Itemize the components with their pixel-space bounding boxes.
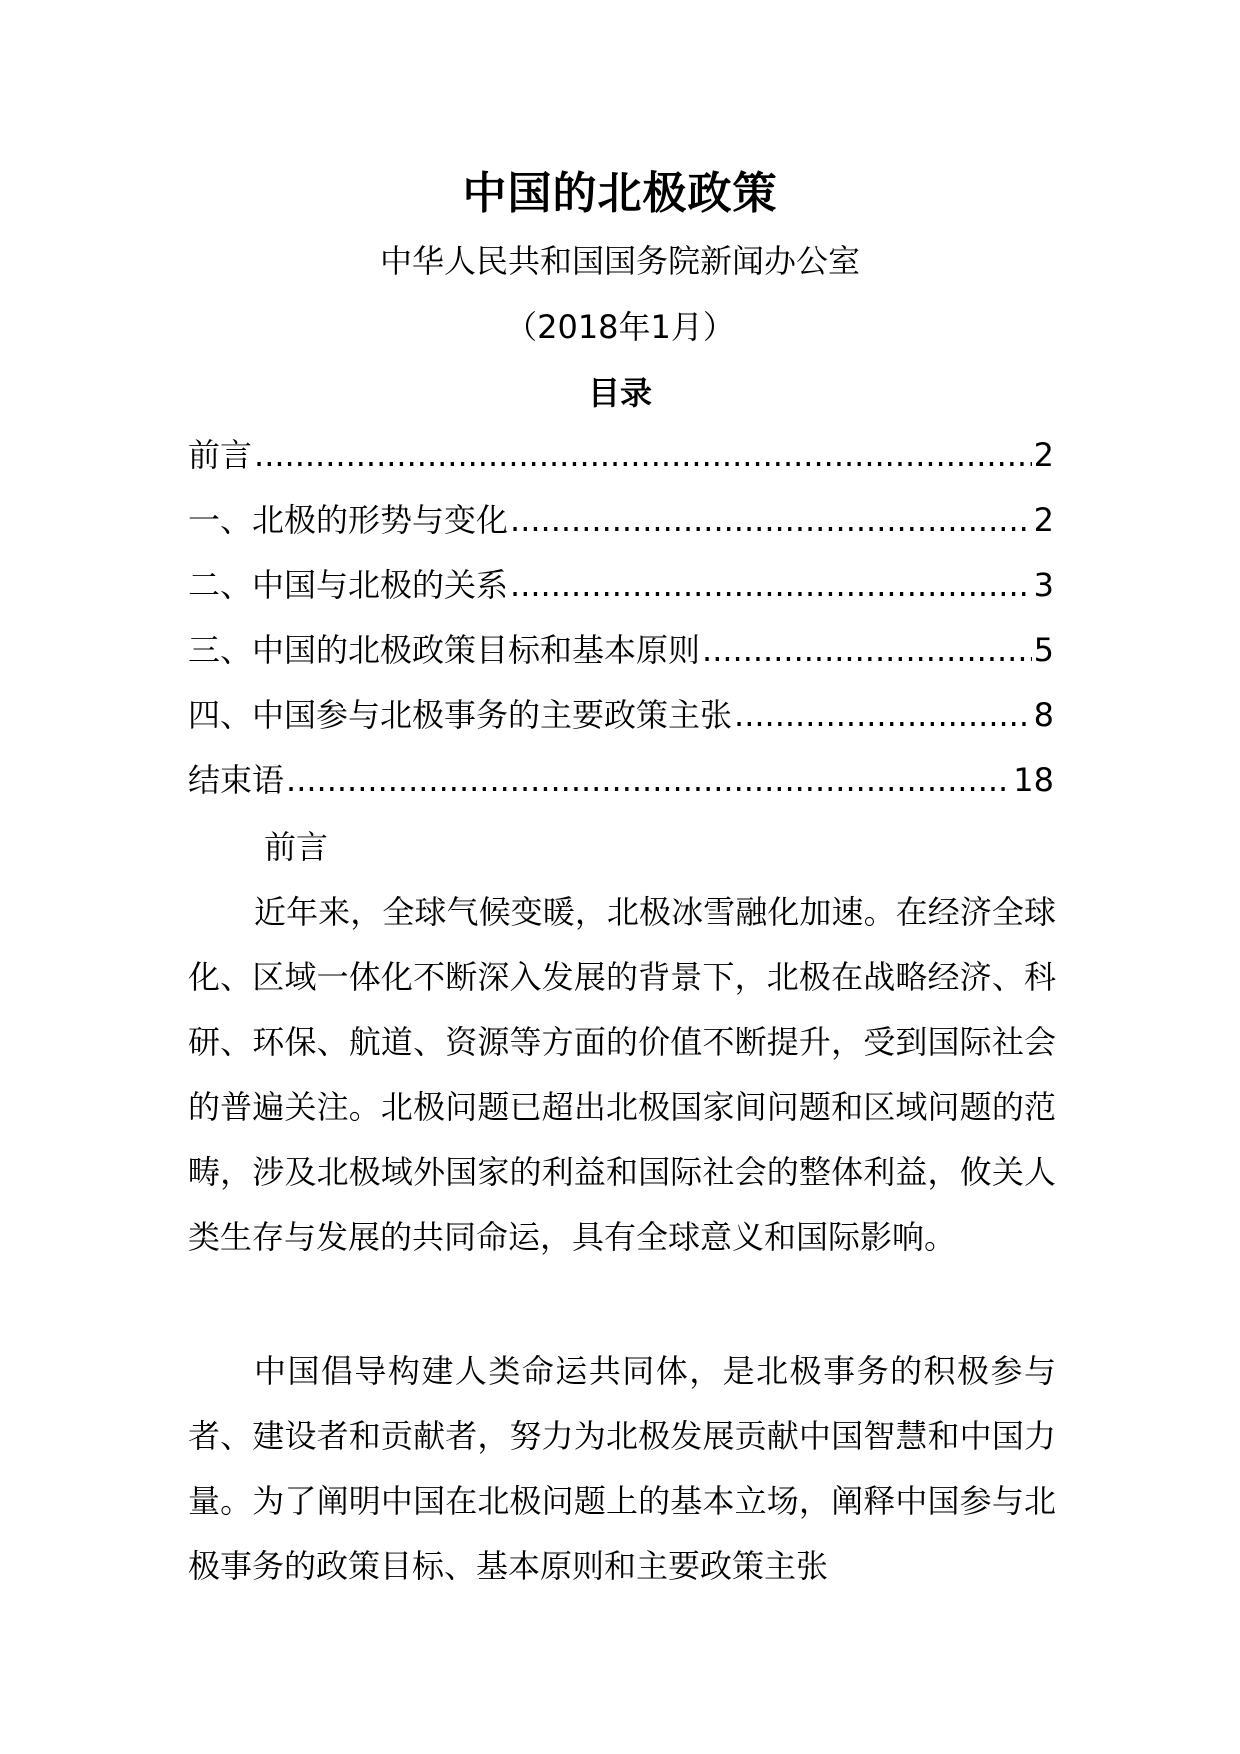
toc-entry[interactable] bbox=[188, 755, 1054, 820]
toc-dot-leader bbox=[702, 625, 1032, 675]
toc-entry-page: 3 bbox=[1033, 566, 1054, 604]
toc-entry-label: 三、中国的北极政策目标和基本原则 bbox=[188, 631, 701, 669]
publication-date: （2018年1月） bbox=[505, 308, 735, 346]
toc-heading: 目录 bbox=[587, 374, 652, 412]
toc-entry-page: 5 bbox=[1033, 631, 1054, 669]
toc-entry-page: 2 bbox=[1033, 501, 1054, 539]
toc-entry[interactable] bbox=[188, 560, 1054, 625]
section-heading-preface: 前言 bbox=[264, 828, 329, 866]
toc-dot-leader bbox=[510, 560, 1032, 610]
toc-entry[interactable] bbox=[188, 430, 1054, 495]
body-paragraph: 近年来，全球气候变暖，北极冰雪融化加速。在经济全球化、区域一体化不断深入发展的背景下，北极在战略经济、科研、环保、航道、资源等方面的价值不断提升，受到国际社会的普遍关注。北极问题已超出北极国家间问题和区域问题的范畴，涉及北极域外国家的利益和国际社会的整体利益，攸关人类生存与发展的共同命运，具有全球意义和国际影响。 bbox=[188, 893, 1056, 1256]
toc-entry-page: 2 bbox=[1033, 436, 1054, 474]
body-paragraph: 中国倡导构建人类命运共同体，是北极事务的积极参与者、建设者和贡献者，努力为北极发展贡献中国智慧和中国力量。为了阐明中国在北极问题上的基本立场，阐释中国参与北极事务的政策目标、基本原则和主要政策主张 bbox=[188, 1352, 1056, 1585]
document-title: 中国的北极政策 bbox=[462, 168, 778, 219]
toc-entry[interactable] bbox=[188, 690, 1054, 755]
toc-dot-leader bbox=[510, 495, 1032, 545]
toc-entry-label: 一、北极的形势与变化 bbox=[188, 501, 509, 539]
issuer-line: 中华人民共和国国务院新闻办公室 bbox=[379, 242, 860, 280]
toc-entry-label: 二、中国与北极的关系 bbox=[188, 566, 509, 604]
toc-entry-label: 前言 bbox=[188, 436, 253, 474]
toc-entry-page: 18 bbox=[1013, 761, 1054, 799]
toc-entry-label: 结束语 bbox=[188, 761, 285, 799]
toc-dot-leader bbox=[286, 755, 1011, 805]
toc-dot-leader bbox=[254, 430, 1032, 480]
toc-entry-page: 8 bbox=[1033, 696, 1054, 734]
toc-entry[interactable] bbox=[188, 625, 1054, 690]
table-of-contents bbox=[188, 430, 1054, 820]
toc-entry-label: 四、中国参与北极事务的主要政策主张 bbox=[188, 696, 733, 734]
toc-entry[interactable] bbox=[188, 495, 1054, 560]
toc-dot-leader bbox=[734, 690, 1032, 740]
